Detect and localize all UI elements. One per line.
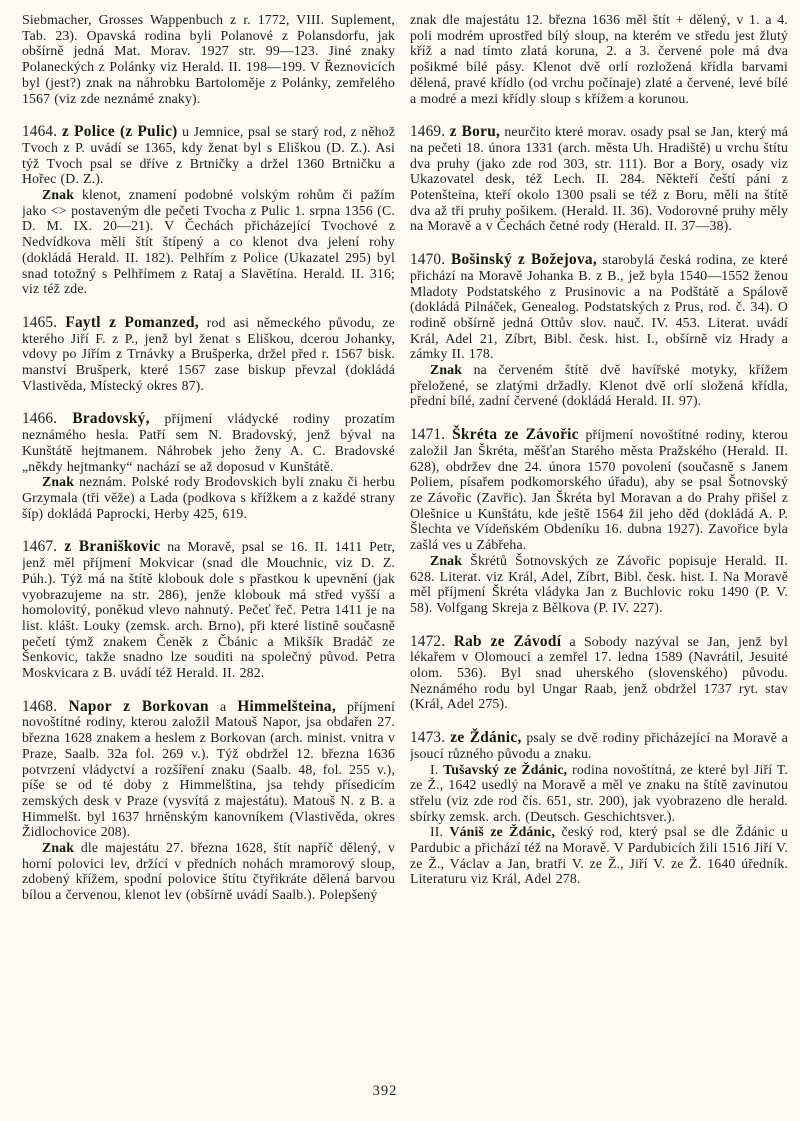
entry-name: Škréta ze Závořic — [452, 426, 579, 444]
entry-1466-znak — [22, 474, 395, 521]
entry-1470-znak — [410, 362, 788, 409]
continuation-polanecky — [22, 12, 395, 106]
entry-1473-sub-2 — [410, 824, 788, 887]
entry-name: Himmelšteina, — [237, 697, 336, 715]
entry-name: Napor z Borkovan — [68, 697, 209, 715]
entry-number: 1467. — [22, 538, 65, 556]
text-run: Škrétů Šotnovských ze Závořic popisuje Herald. II. 628. Literat. viz Král, Adel, Zíbrt, Bibl. česk. hist. I. Na Moravě měl příjmení Škréta vládyka Jan z Buchlovic roku 1490 (P. V. 58). Volfgang Skreja z Bělkova (P. IV. 227). — [410, 552, 788, 615]
entry-number: 1464. — [22, 123, 63, 141]
text-run: I. — [430, 761, 444, 777]
entry-1472-heading — [410, 634, 788, 713]
two-column-text — [22, 12, 788, 1074]
bold-lead: Znak — [42, 474, 75, 490]
text-run: dle majestátu 27. března 1628, štít napříč dělený, v horní polovici lev, držící v předních nohách mramorový sloup, zdobený křížem, spodní polovice štítu čtyřikráte dělená barvou bílou a červenou, klenot lev (obšírně uvádí Saalb.). Polepšený — [22, 840, 395, 903]
entry-1464-heading — [22, 124, 395, 187]
text-run: na červeném štítě dvě havířské motyky, křížem přeložené, se zlatými držadly. Klenot dvě orlí složená křídla, přední bílé, zadní červené (dokládá Herald. II. 97). — [410, 362, 788, 409]
bold-lead: Tušavský ze Ždánic, — [443, 761, 568, 777]
entry-1471-znak — [410, 553, 788, 616]
entry-number: 1471. — [410, 426, 453, 444]
entry-1468-continuation — [410, 12, 788, 106]
entry-1465-heading — [22, 315, 395, 394]
entry-number: 1465. — [22, 313, 66, 331]
text-run: rod asi německého původu, ze kterého Jiří F. z P., jenž byl ženat s Eliškou, dcerou Johanky, vdovy po Jiřím z Trnávky a Brušperka, držel před r. 1567 bisk. manství Brušperk, které 1567 zase biskup převzal (dokládá Vlastivěda, Místecký okres 87). — [22, 314, 395, 393]
text-run: příjmení novoštítné rodiny, kterou založil Jan Škréta, měšťan Starého města Pražského (Herald. II. 628), obdržev dne 24. února 1570 povolení (současně s Janem Poliem, písařem podkomorského úřadu), aby se psal Šotnovský ze Závořic (Zavřic). Jan Škréta byl Moravan a do Prahy přišel z Olešnice u Kunštátu, kde ještě 1564 žil jeho děd (dokládá A. P. Šlechta ve Vídeňském Obdeníku 16. dubna 1927). Zavořice byla zašlá ves u Zábřeha. — [410, 427, 788, 553]
text-run: znak dle majestátu 12. března 1636 měl štít + dělený, v 1. a 4. poli modrém uprostřed bílý sloup, na kterém ve středu jest žlutý kříž a nad tímto zlatá koruna, 2. a 3. červené pole má dva pošikmé bílé pásy. Klenot dvě orlí rozložená křídla barvami dělená, pravé křídlo (od vrchu počínaje) zlaté a červené, levé bílé a modré a mezi křídly sloup s křížem a korunou. — [410, 12, 788, 106]
entry-1467-heading — [22, 539, 395, 680]
entry-name: z Braniškovic — [64, 538, 161, 556]
entry-1471-heading — [410, 427, 788, 553]
entry-name: Rab ze Závodí — [453, 632, 562, 650]
entry-name: z Police (z Pulic) — [62, 123, 178, 141]
text-run: psaly se dvě rodiny přicházející na Moravě a jsoucí různého původu a znaku. — [410, 730, 788, 761]
entry-number: 1473. — [410, 729, 451, 747]
entry-number: 1466. — [22, 410, 73, 428]
entry-1468-znak — [22, 840, 395, 903]
bold-lead: Znak — [42, 840, 75, 856]
entry-1468-heading — [22, 699, 395, 840]
entry-name: Bradovský, — [72, 410, 150, 428]
entry-1464-znak — [22, 187, 395, 297]
entry-name: Faytl z Pomanzed, — [65, 313, 199, 331]
entry-1470-heading — [410, 252, 788, 362]
text-run: neznám. Polské rody Brodovskich byli znaku či herbu Grzymala (tři věže) a Lada (podkova s křížkem a z každé strany šíp) dokládá Paprocki, Herby 425, 619. — [22, 474, 395, 521]
text-run: Siebmacher, Grosses Wappenbuch z r. 1772, VIII. Suplement, Tab. 23). Opavská rodina byli Polanové z Polansdorfu, jak obšírně jedná Mat. Morav. 1927 str. 99—123. Jiné znaky Polaneckých z Polánky viz Herald. II. 198—199. V Řeznovicích byl (jest?) znak na náhrobku Bartoloměje z Polánky, zemřelého 1567 (viz zde neznámé znaky). — [22, 12, 395, 106]
text-run: rodina novoštítná, ze které byl Jiří T. ze Ž., 1642 usedlý na Moravě a měl ve znaku na štítě zavinutou střelu (viz zde rod čís. 651, str. 200), jak vyobrazeno dle herald. sbírky zemsk. arch. (Deutsch. Geschichtsver.). — [410, 761, 788, 824]
text-run: a Sobody nazýval se Jan, jenž byl lékařem v Olomouci a zemřel 17. ledna 1589 (Navrátil, Jesuité olom. 536). Byl snad uherského (slovenského) původu. Neznámého rodu byl Ungar Raab, jenž obdržel 1737 ryt. stav (Král, Adel 275). — [410, 633, 788, 712]
entry-name: Bošinský z Božejova, — [450, 251, 597, 269]
text-run: příjmení novoštítné rodiny, kterou založil Matouš Napor, jsa obdařen 27. března 1628 znakem a heslem z Borkovan (arch. minist. vnitra v Praze, Saalb. 32a fol. 269 v.). Týž obdržel 12. března 1636 potvrzení vládyctví a rozšíření znaku (Saalb. 48, fol. 255 v.), píše se od té doby z Himmelština, jsa tehdy přísedicím zemských desk v Praze (vysvítá z majestátu). Matouš N. z B. a Himmelšt. byl 1637 hrněnským kanovníkem (Vlastivěda, okres Židlochovice 208). — [22, 698, 395, 840]
entry-1473-sub-1 — [410, 762, 788, 825]
entry-name: z Boru, — [449, 123, 501, 141]
text-run: na Moravě, psal se 16. II. 1411 Petr, jenž měl příjmení Mokvicar (snad dle Mouchnic, viz D. Z. Púh.). Týž má na štítě klobouk dole s přastkou k upevnění (jak vyobrazujeme na str. 286), jenže klobouk má střed vyšší a homolovitý, poněkud vlevo nahnutý. Pečeť řeč. Petra 1411 je na list. klášt. Louky (zemsk. arch. Brno), při které listině současně pečetí týmž znakem Čeněk z Čbánic a Mikšík Bradáč ze Šenkovic, takže snadno lze souditi na společný původ. Petra Moskvicara z B. uvádí též Herald. II. 282. — [22, 539, 395, 681]
left-column — [22, 12, 395, 1074]
entry-number: 1472. — [410, 632, 454, 650]
entry-1466-heading — [22, 411, 395, 474]
text-run: starobylá česká rodina, ze které přichází na Moravě Johanka B. z B., jež byla 1540—1552 ženou Mladoty Podstatského z Prusinovic a na Podštátě a Spálově (dokládá Pilnáček, Genealog. Podstatských z Prus, rod. č. 34). O rodině obšírně jedná Ottův slov. nauč. IV. 453. Literat. uvádí Král, Adel 21, Zíbrt, Bibl. česk. hist. I., obšírně viz Hrady a zámky II. 178. — [410, 252, 788, 362]
entry-number: 1469. — [410, 123, 450, 141]
bold-lead: Znak — [430, 552, 463, 568]
text-run: u Jemnice, psal se starý rod, z něhož Tvoch z P. uvádí se 1365, kdy ženat byl s Eliškou (D. Z.). Asi týž Tvoch psal se dříve z Brtničky a držel 1360 Brtničku a Hořec (D. Z.). — [22, 124, 395, 187]
entry-number: 1470. — [410, 251, 451, 269]
text-run: český rod, který psal se dle Ždánic u Pardubic a přichází též na Moravě. V Pardubicích žili 1516 Jiří V. ze Ž., Václav a Jan, bratři V. ze Ž., Jiří V. ze Ž. 1640 úředník. Literaturu viz Král, Adel 278. — [410, 824, 788, 887]
entry-name: ze Ždánic, — [450, 729, 522, 747]
page-number: 392 — [372, 1083, 398, 1099]
text-run: II. — [430, 824, 450, 840]
text-run: klenot, znamení podobné volským rohům či pažím jako <> postaveným dle pečeti Tvocha z Pulic 1. srpna 1356 (C. D. M. IX. 20—21). V Čechách přicházející Tvochové z Nedvídkova měli štít štípený a co klenot dva jelení rohy (dokládá Herald. II. 182). Pelhřím z Police (Ukazatel 295) byl snad totožný s Pelhřímem z Rataj a Slavětína. Herald. II. 316; viz též zde. — [22, 187, 395, 297]
entry-1469-heading — [410, 124, 788, 234]
bold-lead: Vániš ze Ždánic, — [449, 824, 556, 840]
text-run: a — [208, 698, 238, 714]
right-column — [410, 12, 788, 1074]
entry-1473-heading — [410, 730, 788, 761]
bold-lead: Znak — [430, 362, 463, 378]
text-run: neurčito které morav. osady psal se Jan, který má na pečeti 18. února 1331 (arch. města Uh. Hradiště) u vrchu štítu dva pruhy (jako zde rod 303, str. 111). Bor a Bory, osady viz Ukazovatel desk, též Lech. II. 284. Někteří čeští páni z Potenšteina, kteří okolo 1300 psali se též z Boru, měli na štítě dva až tři pruhy pošikem. (Herald. II. 36). Vodorovné pruhy měly na Moravě a v Čechách četné rody (Herald. II. 37—38). — [410, 124, 788, 234]
bold-lead: Znak — [42, 187, 75, 203]
entry-number: 1468. — [22, 697, 69, 715]
text-run: příjmení vládycké rodiny prozatím neznámého hesla. Patří sem N. Bradovský, jenž býval na Kunštátě hejtmanem. Náhrobek jeho ženy A. C. Bradovské „někdy hejtmanky“ nachází se až doposud v Kunštátě. — [22, 411, 395, 474]
